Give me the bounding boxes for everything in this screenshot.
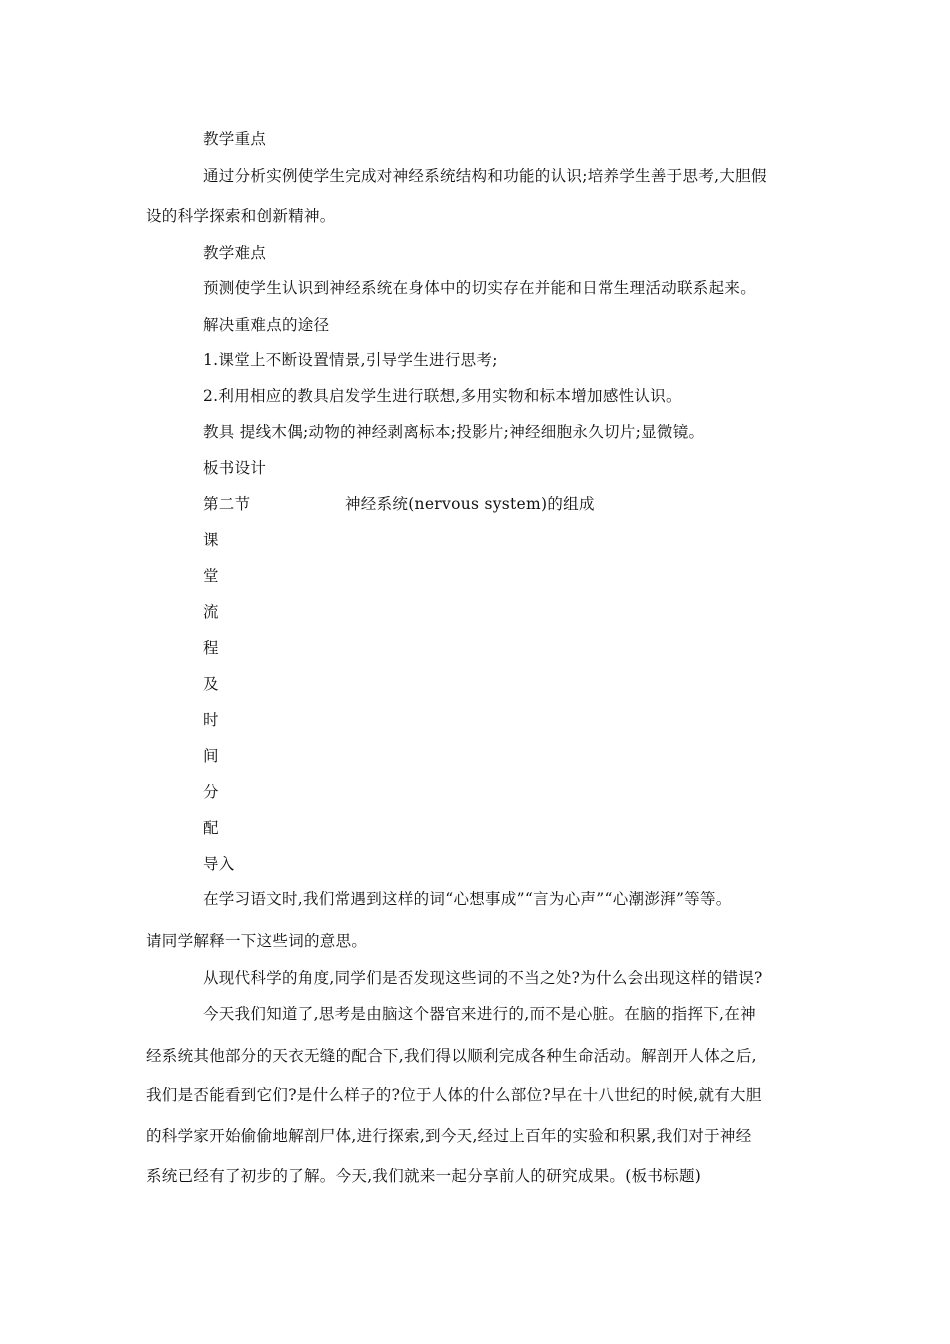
intro-paragraph-1: 在学习语文时,我们常遇到这样的词“心想事成”“言为心声”“心潮澎湃”等等。: [203, 890, 732, 908]
difficulties-text: 预测使学生认识到神经系统在身体中的切实存在并能和日常生理活动联系起来。: [203, 279, 757, 297]
vertical-heading-char: 时: [203, 711, 219, 729]
approach-item: 1.课堂上不断设置情景,引导学生进行思考;: [203, 351, 498, 369]
intro-paragraph-3-cont: 我们是否能看到它们?是什么样子的?位于人体的什么部位?早在十八世纪的时候,就有大胆: [146, 1086, 762, 1104]
approach-item: 2.利用相应的教具启发学生进行联想,多用实物和标本增加感性认识。: [203, 387, 682, 405]
intro-paragraph-3-cont: 系统已经有了初步的了解。今天,我们就来一起分享前人的研究成果。(板书标题): [146, 1167, 702, 1185]
vertical-heading-char: 间: [203, 747, 219, 765]
intro-paragraph-1-cont: 请同学解释一下这些词的意思。: [146, 932, 368, 950]
intro-paragraph-3-cont: 经系统其他部分的天衣无缝的配合下,我们得以顺利完成各种生命活动。解剖开人体之后,: [146, 1047, 757, 1065]
vertical-heading-char: 堂: [203, 567, 219, 585]
vertical-heading-char: 课: [203, 531, 219, 549]
key-points-text: 通过分析实例使学生完成对神经系统结构和功能的认识;培养学生善于思考,大胆假: [203, 167, 767, 185]
heading-approach: 解决重难点的途径: [203, 316, 330, 334]
vertical-heading-char: 程: [203, 639, 219, 657]
intro-paragraph-2: 从现代科学的角度,同学们是否发现这些词的不当之处?为什么会出现这样的错误?: [203, 969, 763, 987]
teaching-aids: 教具 提线木偶;动物的神经剥离标本;投影片;神经细胞永久切片;显微镜。: [203, 423, 705, 441]
vertical-heading-char: 流: [203, 603, 219, 621]
heading-board-design: 板书设计: [203, 459, 267, 477]
vertical-heading-char: 及: [203, 675, 219, 693]
heading-intro: 导入: [203, 855, 235, 873]
intro-paragraph-3-cont: 的科学家开始偷偷地解剖尸体,进行探索,到今天,经过上百年的实验和积累,我们对于神经: [146, 1127, 752, 1145]
intro-paragraph-3: 今天我们知道了,思考是由脑这个器官来进行的,而不是心脏。在脑的指挥下,在神: [203, 1005, 756, 1023]
section-label: 第二节: [203, 495, 251, 513]
heading-difficulties: 教学难点: [203, 244, 267, 262]
vertical-heading-char: 分: [203, 783, 219, 801]
key-points-text-cont: 设的科学探索和创新精神。: [146, 207, 336, 225]
heading-key-points: 教学重点: [203, 130, 267, 148]
section-title: 神经系统(nervous system)的组成: [345, 495, 595, 513]
vertical-heading-char: 配: [203, 819, 219, 837]
